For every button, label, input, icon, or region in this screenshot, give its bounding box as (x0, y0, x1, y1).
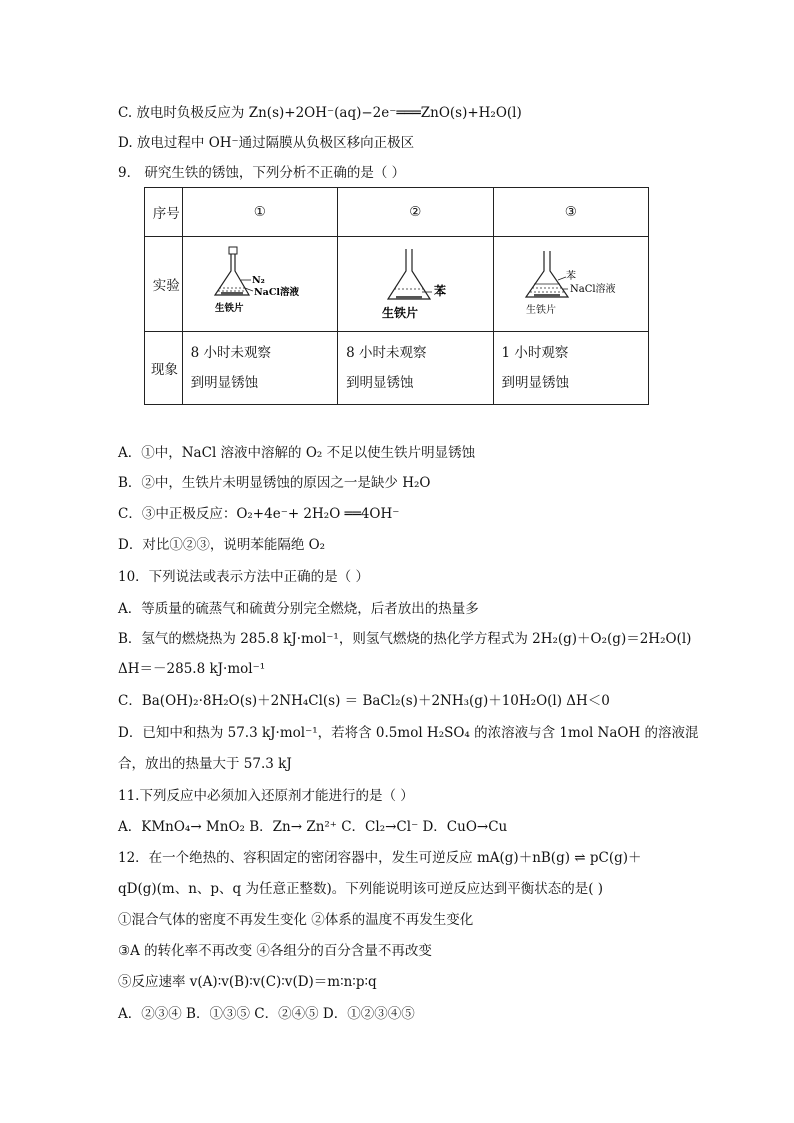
flask-1-cell (182, 237, 337, 332)
question-11-stem: 11.下列反应中必须加入还原剂才能进行的是（ ） (118, 788, 414, 804)
question-10-option-b-line-1: B．氢气的燃烧热为 285.8 kJ·mol⁻¹，则氢气燃烧的热化学方程式为 2H₂(g)＋O₂(g)＝2H₂O(l) (118, 631, 692, 647)
question-12-stem-line-1: 12．在一个绝热的、容积固定的密闭容器中，发生可逆反应 mA(g)＋nB(g) ⇌ pC(g)＋ (118, 850, 642, 866)
observation-3 (493, 332, 648, 405)
question-12-statements-3: ⑤反应速率 v(A)∶v(B)∶v(C)∶v(D)＝m∶n∶p∶q (118, 974, 377, 990)
question-12-options: A．②③④ B．①③⑤ C．②④⑤ D．①②③④⑤ (118, 1006, 415, 1022)
question-10-option-c: C．Ba(OH)₂·8H₂O(s)＋2NH₄Cl(s) ＝ BaCl₂(s)＋2NH₃(g)＋10H₂O(l) ΔH＜0 (118, 693, 610, 709)
observation-label: 现象 (145, 332, 183, 405)
question-9-option-c: C．③中正极反应：O₂+4e⁻+ 2H₂O ══4OH⁻ (118, 506, 400, 522)
table-header-row (145, 188, 649, 237)
flask-1-gas-label: N₂ (251, 275, 265, 286)
question-12-stem-line-2: qD(g)(m、n、p、q 为任意正整数)。下列能说明该可逆反应达到平衡状态的是( ) (118, 881, 604, 897)
observation-3-line-2: 到明显锈蚀 (501, 375, 570, 391)
table-experiment-row (145, 237, 649, 332)
flask-1-diagram (185, 237, 335, 327)
question-9-option-a: A．①中，NaCl 溶液中溶解的 O₂ 不足以使生铁片明显锈蚀 (118, 445, 476, 461)
flask-3-diagram (496, 237, 646, 327)
flask-2-cell (338, 237, 493, 332)
question-11-options: A．KMnO₄→ MnO₂ B．Zn→ Zn²⁺ C．Cl₂→Cl⁻ D．CuO→Cu (118, 819, 508, 835)
flask-3-cell (493, 237, 648, 332)
observation-2-line-1: 8 小时未观察 (346, 345, 427, 361)
question-10-option-d-line-1: D．已知中和热为 57.3 kJ·mol⁻¹，若将含 0.5mol H₂SO₄ 的浓溶液与含 1mol NaOH 的溶液混 (118, 725, 699, 741)
option-d-previous: D. 放电过程中 OH⁻通过隔膜从负极区移向正极区 (118, 135, 415, 151)
question-10-stem: 10．下列说法或表示方法中正确的是（ ） (118, 569, 369, 585)
observation-1-line-2: 到明显锈蚀 (190, 375, 259, 391)
observation-1-line-1: 8 小时未观察 (190, 345, 271, 361)
header-index: 序号 (145, 188, 183, 237)
flask-3-liquid-label: 苯 (565, 271, 576, 282)
flask-2-liquid-label: 苯 (434, 284, 447, 298)
header-3: ③ (493, 188, 648, 237)
flask-3-solution-label: NaCl溶液 (569, 284, 616, 295)
question-9-option-d: D．对比①②③，说明苯能隔绝 O₂ (118, 537, 326, 553)
experiment-table (144, 187, 649, 405)
question-10-option-d-line-2: 合，放出的热量大于 57.3 kJ (118, 756, 292, 772)
observation-3-line-1: 1 小时观察 (501, 345, 569, 361)
header-1: ① (182, 188, 337, 237)
flask-2-metal-label: 生铁片 (382, 306, 419, 320)
observation-2-line-2: 到明显锈蚀 (346, 375, 414, 391)
question-12-statements-2: ③A 的转化率不再改变 ④各组分的百分含量不再改变 (118, 943, 432, 959)
observation-1 (182, 332, 337, 405)
flask-3-metal-label: 生铁片 (525, 305, 556, 316)
flask-1-metal-label: 生铁片 (214, 303, 244, 314)
flask-2-diagram (340, 237, 490, 327)
header-2: ② (338, 188, 493, 237)
question-9-option-b: B．②中，生铁片未明显锈蚀的原因之一是缺少 H₂O (118, 475, 431, 491)
question-10-option-b-line-2: ΔH＝－285.8 kJ·mol⁻¹ (118, 661, 266, 677)
question-12-statements-1: ①混合气体的密度不再发生变化 ②体系的温度不再发生变化 (118, 912, 474, 928)
flask-1-solution-label: NaCl溶液 (253, 287, 299, 298)
experiment-label: 实验 (145, 237, 183, 332)
table-observation-row (145, 332, 649, 405)
question-10-option-a: A．等质量的硫蒸气和硫黄分别完全燃烧，后者放出的热量多 (118, 601, 479, 617)
option-c-previous: C. 放电时负极反应为 Zn(s)+2OH⁻(aq)−2e⁻═══ZnO(s)+H₂O(l) (118, 105, 522, 121)
question-9-stem: 9． 研究生铁的锈蚀，下列分析不正确的是（ ） (118, 165, 406, 181)
observation-2 (338, 332, 493, 405)
